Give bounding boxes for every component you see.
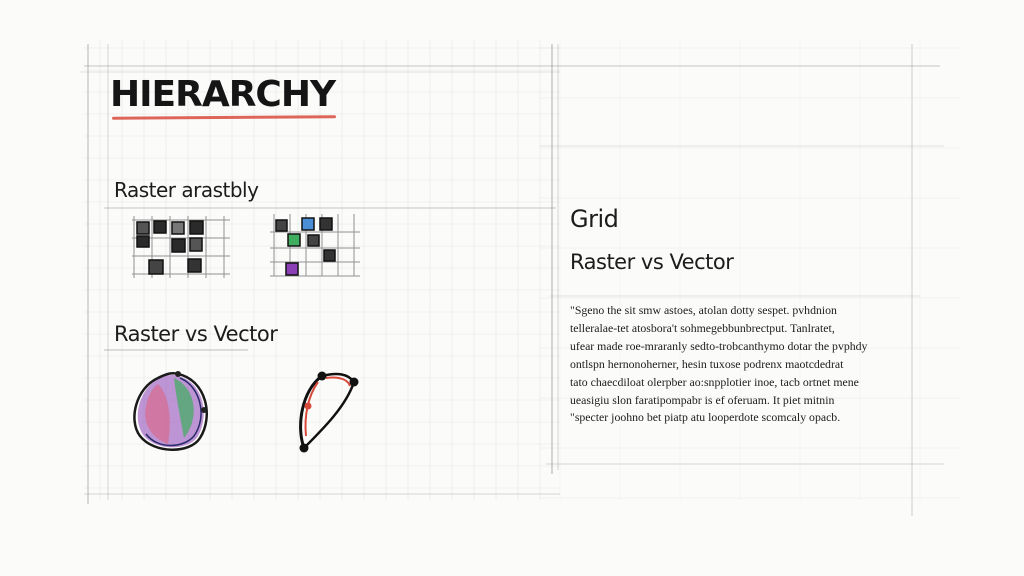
- raster-grid-sketch-colored: [268, 210, 368, 280]
- description-line: "Sgeno the sit smw astoes, atolan dotty sespet. pvhdnion: [570, 303, 837, 317]
- raster-vs-vector-label-left: Raster vs Vector: [114, 322, 278, 346]
- raster-vs-vector-heading-right: Raster vs Vector: [570, 250, 734, 274]
- description-line: telleralae-tet atosbora't sohmegebbunbrectput. Tanlratet,: [570, 320, 835, 335]
- description-line: ueasigiu slon faratipompabr is ef oferuam. It piet mitnin: [570, 392, 835, 407]
- vector-curve-sketch: [288, 366, 368, 460]
- description-line: ufear made roe-mraranly sedto-trobcanthymo dotar the pvphdy: [570, 338, 868, 353]
- raster-shape-sketch: [128, 366, 218, 456]
- description-line: tato chaecdiloat olerpber ao:snpplotier inoe, tacb ortnet mene: [570, 374, 859, 389]
- description-line: ontlspn hernonoherner, hesin tuxose podrenx maotcdedrat: [570, 356, 844, 371]
- raster-grid-sketch-black: [130, 212, 240, 282]
- page-title: HIERARCHY: [110, 74, 336, 115]
- raster-section-label: Raster arastbly: [114, 178, 259, 202]
- description-paragraph: [570, 302, 920, 427]
- grid-heading: Grid: [570, 205, 619, 233]
- description-line: "specter joohno bet piatp atu looperdote scomcaly opacb.: [570, 410, 841, 425]
